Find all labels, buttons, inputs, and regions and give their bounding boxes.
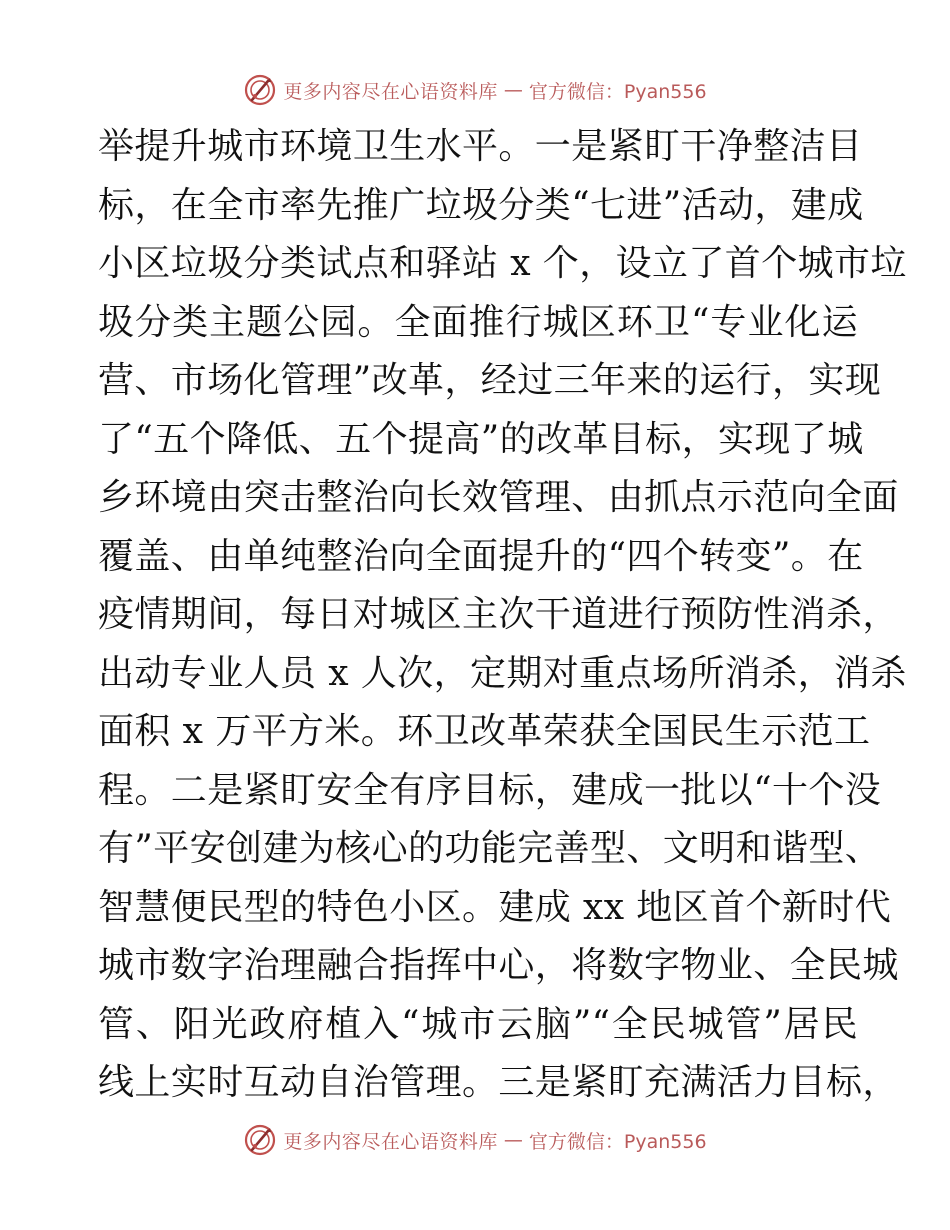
body-line: 营、市场化管理”改革，经过三年来的运行，实现 bbox=[98, 360, 882, 401]
body-line: 了“五个降低、五个提高”的改革目标，实现了城 bbox=[98, 418, 864, 460]
body-line: 标，在全市率先推广垃圾分类“七进”活动，建成 bbox=[98, 184, 864, 226]
header-slogan: 更多内容尽在心语资料库 bbox=[283, 80, 498, 103]
body-line: 覆盖、由单纯整治向全面提升的“四个转变”。在 bbox=[98, 535, 864, 577]
body-line: 有”平安创建为核心的功能完善型、文明和谐型、 bbox=[98, 828, 882, 869]
header-wechat: 官方微信：Pyan556 bbox=[528, 80, 707, 103]
body-line: 城市数字治理融合指挥中心，将数字物业、全民城 bbox=[98, 945, 899, 986]
header-banner bbox=[0, 70, 950, 110]
body-line: 程。二是紧盯安全有序目标，建成一批以“十个没 bbox=[98, 769, 882, 811]
header-separator: — bbox=[503, 79, 523, 101]
brand-logo-icon bbox=[243, 73, 277, 107]
body-line: 乡环境由突击整治向长效管理、由抓点示范向全面 bbox=[98, 477, 899, 518]
body-line: 小区垃圾分类试点和驿站 x 个，设立了首个城市垃 bbox=[98, 243, 907, 284]
body-text bbox=[98, 118, 907, 1113]
body-line: 疫情期间，每日对城区主次干道进行预防性消杀， bbox=[98, 594, 899, 635]
footer-separator: — bbox=[503, 1129, 523, 1151]
footer-wechat: 官方微信：Pyan556 bbox=[528, 1130, 707, 1153]
body-line: 线上实时互动自治管理。三是紧盯充满活力目标， bbox=[98, 1062, 899, 1103]
brand-logo-icon bbox=[243, 1123, 277, 1157]
body-line: 圾分类主题公园。全面推行城区环卫“专业化运 bbox=[98, 301, 858, 343]
body-line: 管、阳光政府植入“城市云脑”“全民城管”居民 bbox=[98, 1003, 858, 1045]
body-line: 面积 x 万平方米。环卫改革荣获全国民生示范工 bbox=[98, 711, 871, 752]
body-line: 智慧便民型的特色小区。建成 xx 地区首个新时代 bbox=[98, 886, 892, 928]
body-line: 举提升城市环境卫生水平。一是紧盯干净整洁目 bbox=[98, 126, 863, 167]
body-line: 出动专业人员 x 人次，定期对重点场所消杀，消杀 bbox=[98, 652, 907, 694]
footer-banner bbox=[0, 1120, 950, 1160]
footer-slogan: 更多内容尽在心语资料库 bbox=[283, 1130, 498, 1153]
